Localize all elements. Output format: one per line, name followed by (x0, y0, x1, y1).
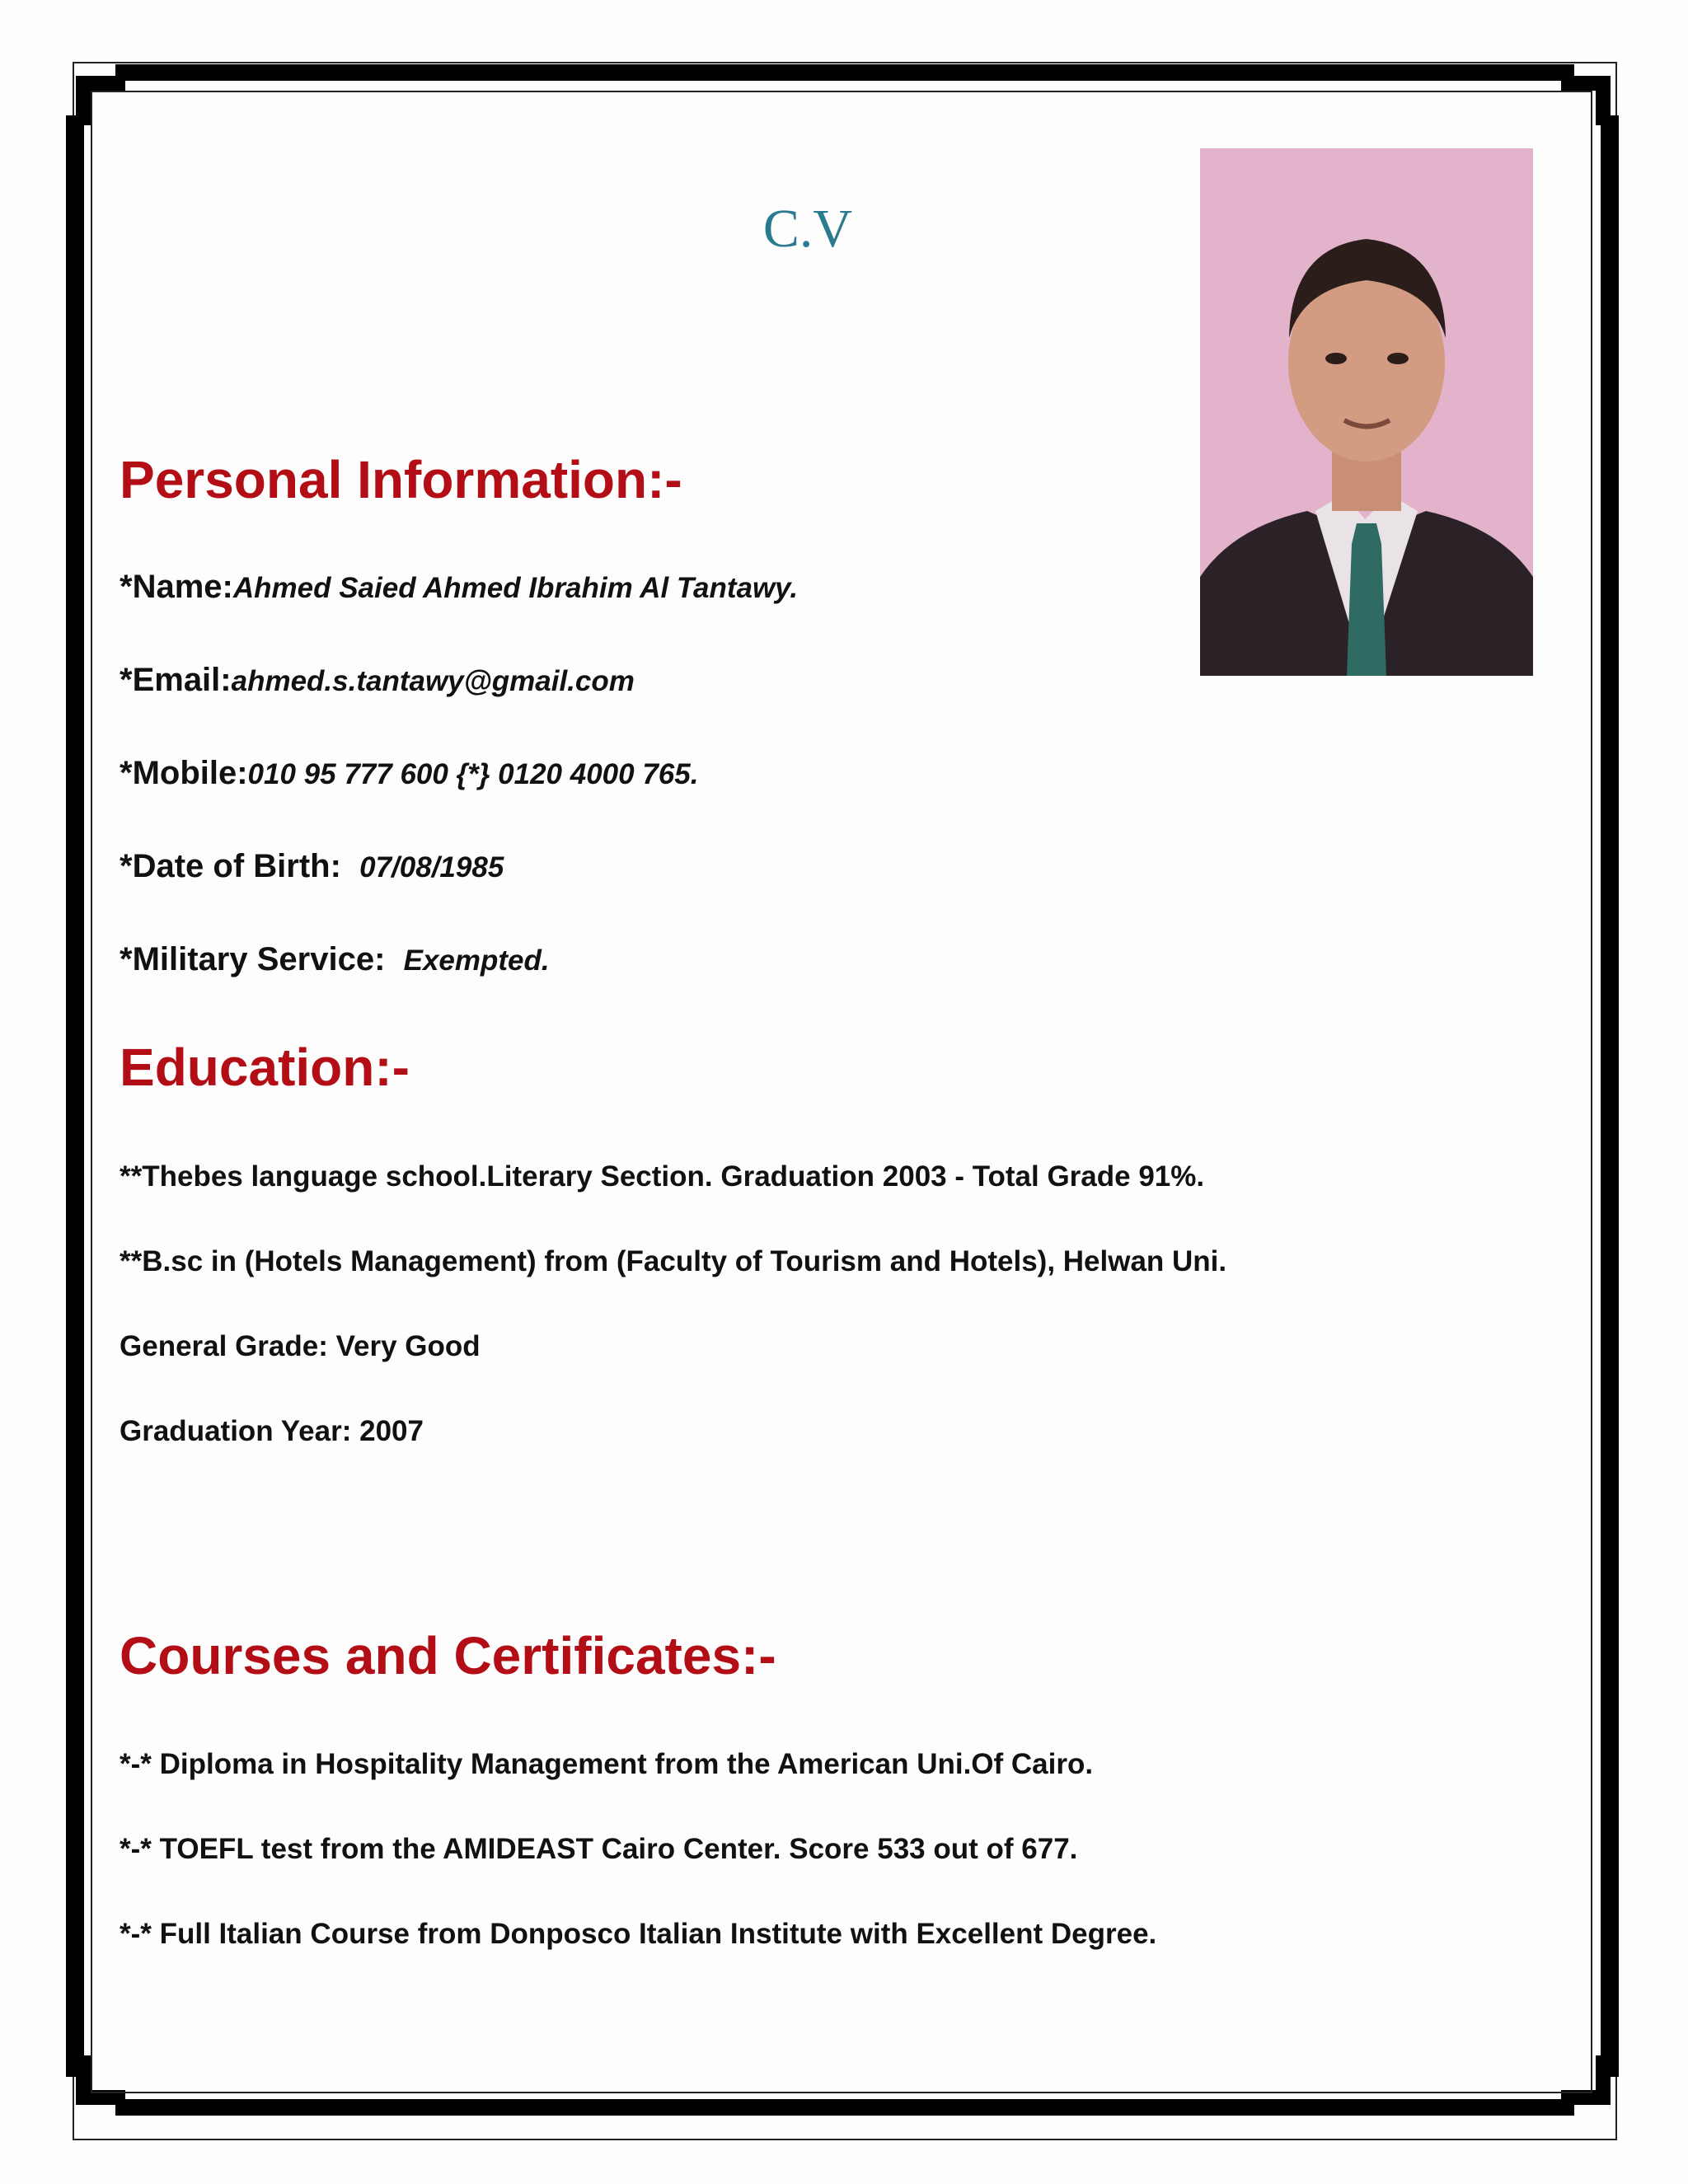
education-line: **Thebes language school.Literary Section. Graduation 2003 - Total Grade 91%. (120, 1160, 1205, 1193)
military-label: *Military Service: (120, 941, 386, 977)
military-value: Exempted. (403, 944, 550, 977)
education-heading: Education:- (120, 1038, 410, 1097)
mobile-value: 010 95 777 600 {*} 0120 4000 765. (247, 758, 699, 790)
personal-info-heading: Personal Information:- (120, 450, 682, 509)
page-border-bottom (115, 2099, 1574, 2116)
course-item: *-* TOEFL test from the AMIDEAST Cairo Center. Score 533 out of 677. (120, 1833, 1078, 1865)
dob-value: 07/08/1985 (359, 851, 504, 883)
dob-label: *Date of Birth: (120, 848, 341, 884)
name-label: *Name: (120, 569, 233, 605)
courses-heading: Courses and Certificates:- (120, 1626, 776, 1685)
mobile-row (120, 755, 698, 792)
page-border-right (1601, 115, 1619, 2077)
military-row (120, 941, 550, 978)
page-border-left (66, 115, 84, 2077)
dob-row (120, 848, 504, 885)
page-border-top (115, 64, 1574, 81)
email-value: ahmed.s.tantawy@gmail.com (231, 665, 635, 697)
name-row (120, 569, 798, 606)
education-line: Graduation Year: 2007 (120, 1415, 424, 1447)
mobile-label: *Mobile: (120, 755, 248, 791)
email-row (120, 662, 635, 699)
education-line: **B.sc in (Hotels Management) from (Faculty of Tourism and Hotels), Helwan Uni. (120, 1245, 1227, 1277)
course-item: *-* Diploma in Hospitality Management from the American Uni.Of Cairo. (120, 1748, 1094, 1780)
email-label: *Email: (120, 662, 232, 698)
document-title: C.V (762, 199, 853, 259)
name-value: Ahmed Saied Ahmed Ibrahim Al Tantawy. (232, 572, 799, 604)
education-line: General Grade: Very Good (120, 1330, 481, 1362)
profile-photo (1200, 148, 1533, 676)
course-item: *-* Full Italian Course from Donposco Italian Institute with Excellent Degree. (120, 1918, 1157, 1950)
